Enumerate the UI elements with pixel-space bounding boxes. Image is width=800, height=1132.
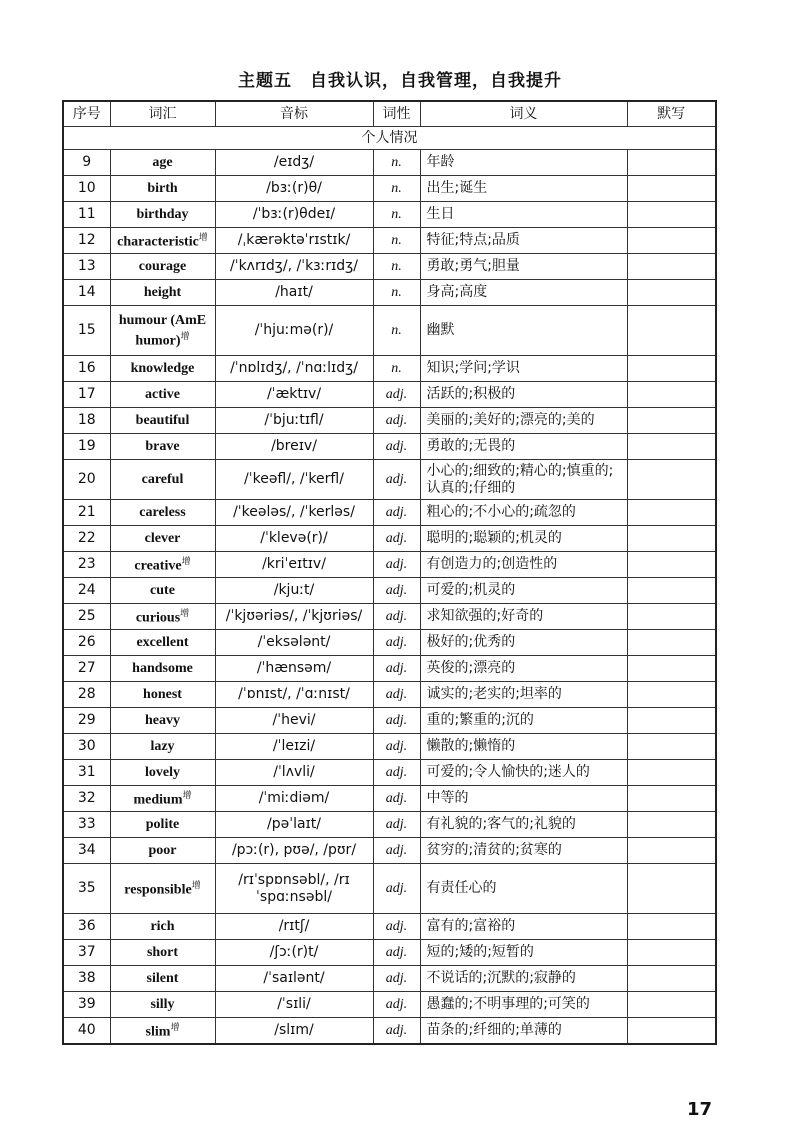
row-word: medium xyxy=(133,792,183,808)
row-word: poor xyxy=(148,843,177,858)
row-word: cute xyxy=(150,583,175,598)
dictation-cell[interactable] xyxy=(627,176,716,202)
table-row xyxy=(63,812,716,838)
row-phonetic: /pɔː(r), pʊə/, /pʊr/ xyxy=(231,842,357,858)
row-phonetic: /ˌkærəktəˈrɪstɪk/ xyxy=(237,232,351,248)
row-word: rich xyxy=(150,919,175,934)
table-row xyxy=(63,760,716,786)
table-row xyxy=(63,734,716,760)
row-number: 23 xyxy=(77,556,96,572)
row-phonetic: /breɪv/ xyxy=(271,438,317,454)
row-meaning: 苗条的;纤细的;单薄的 xyxy=(426,1021,562,1038)
row-number: 36 xyxy=(77,918,96,934)
table-row xyxy=(63,656,716,682)
row-part-of-speech: adj. xyxy=(385,971,408,986)
row-meaning: 有创造力的;创造性的 xyxy=(426,556,558,572)
added-word-mark: 增 xyxy=(180,331,190,342)
table-row xyxy=(63,682,716,708)
row-part-of-speech: n. xyxy=(391,323,402,338)
row-number: 9 xyxy=(82,154,92,170)
section-title: 个人情况 xyxy=(63,127,716,150)
row-meaning: 中等的 xyxy=(426,790,469,806)
row-word: brave xyxy=(145,439,180,454)
row-meaning: 生日 xyxy=(426,206,455,222)
row-part-of-speech: n. xyxy=(391,233,402,248)
vocabulary-table xyxy=(62,100,717,1045)
row-part-of-speech: adj. xyxy=(385,387,408,402)
row-phonetic: /ˈkjʊəriəs/, /ˈkjʊriəs/ xyxy=(225,608,363,624)
row-meaning: 懒散的;懒惰的 xyxy=(426,738,516,754)
table-row xyxy=(63,254,716,280)
header-pos: 词性 xyxy=(373,101,420,127)
row-phonetic: /ˈleɪzi/ xyxy=(272,738,316,754)
row-meaning: 英俊的;漂亮的 xyxy=(426,660,516,676)
row-number: 24 xyxy=(77,582,96,598)
row-meaning: 求知欲强的;好奇的 xyxy=(426,608,544,624)
row-meaning: 贫穷的;清贫的;贫寒的 xyxy=(426,842,562,858)
row-meaning: 知识;学问;学识 xyxy=(426,360,520,376)
dictation-cell[interactable] xyxy=(627,526,716,552)
row-number: 15 xyxy=(77,322,96,338)
row-part-of-speech: adj. xyxy=(385,687,408,702)
row-phonetic: /slɪm/ xyxy=(274,1021,314,1038)
table-row xyxy=(63,708,716,734)
row-meaning: 有责任心的 xyxy=(426,880,497,896)
row-number: 22 xyxy=(77,530,96,546)
row-phonetic: /haɪt/ xyxy=(275,284,313,300)
row-meaning: 出生;诞生 xyxy=(426,180,488,196)
row-phonetic: /ˈkʌrɪdʒ/, /ˈkɜːrɪdʒ/ xyxy=(230,258,358,274)
row-phonetic: /ˈmiːdiəm/ xyxy=(258,790,330,806)
row-part-of-speech: n. xyxy=(391,361,402,376)
row-number: 16 xyxy=(77,360,96,376)
row-part-of-speech: adj. xyxy=(385,609,408,624)
row-word: height xyxy=(143,285,182,300)
row-meaning: 美丽的;美好的;漂亮的;美的 xyxy=(426,412,595,428)
dictation-cell[interactable] xyxy=(627,382,716,408)
table-row xyxy=(63,500,716,526)
row-phonetic: /ˈkeələs/, /ˈkerləs/ xyxy=(233,504,355,520)
dictation-cell[interactable] xyxy=(627,656,716,682)
row-number: 12 xyxy=(77,232,96,248)
dictation-cell[interactable] xyxy=(627,1018,716,1044)
row-part-of-speech: adj. xyxy=(385,817,408,832)
row-phonetic: /ˈɒnɪst/, /ˈɑːnɪst/ xyxy=(238,686,350,702)
row-meaning: 活跃的;积极的 xyxy=(426,386,516,402)
dictation-cell[interactable] xyxy=(627,812,716,838)
table-row xyxy=(63,460,716,500)
row-part-of-speech: adj. xyxy=(385,439,408,454)
row-meaning: 年龄 xyxy=(426,154,455,170)
dictation-cell[interactable] xyxy=(627,604,716,630)
row-word: responsible xyxy=(124,882,192,898)
row-number: 31 xyxy=(77,764,96,780)
row-part-of-speech: adj. xyxy=(385,919,408,934)
table-row xyxy=(63,408,716,434)
row-phonetic: /rɪˈspɒnsəbl/, /rɪˈspɑːnsəbl/ xyxy=(238,871,350,905)
row-number: 25 xyxy=(77,608,96,624)
row-phonetic: /ˈbɜː(r)θdeɪ/ xyxy=(252,206,336,222)
row-number: 38 xyxy=(77,970,96,986)
table-row xyxy=(63,356,716,382)
row-part-of-speech: adj. xyxy=(385,635,408,650)
row-number: 33 xyxy=(77,816,96,832)
row-part-of-speech: adj. xyxy=(385,765,408,780)
row-meaning: 诚实的;老实的;坦率的 xyxy=(426,686,562,702)
row-phonetic: /ˈklevə(r)/ xyxy=(260,530,328,546)
row-part-of-speech: adj. xyxy=(385,472,408,487)
added-word-mark: 增 xyxy=(170,1022,180,1033)
row-word: curious xyxy=(135,610,181,626)
row-meaning: 勇敢;勇气;胆量 xyxy=(426,258,520,274)
section-row xyxy=(63,127,716,150)
dictation-cell[interactable] xyxy=(627,306,716,356)
dictation-cell[interactable] xyxy=(627,760,716,786)
table-row xyxy=(63,578,716,604)
row-word: age xyxy=(152,155,173,170)
row-phonetic: /ˈhevi/ xyxy=(272,712,316,728)
row-word: humour (AmE humor) xyxy=(118,312,207,349)
row-meaning: 小心的;细致的;精心的;慎重的;认真的;仔细的 xyxy=(426,462,614,496)
row-part-of-speech: adj. xyxy=(385,1022,408,1038)
table-row xyxy=(63,914,716,940)
row-phonetic: /ˈkeəfl/, /ˈkerfl/ xyxy=(244,471,344,487)
row-number: 13 xyxy=(77,258,96,274)
row-word: birthday xyxy=(136,207,189,222)
row-part-of-speech: adj. xyxy=(385,997,408,1012)
row-meaning: 愚蠢的;不明事理的;可笑的 xyxy=(426,996,590,1012)
dictation-cell[interactable] xyxy=(627,460,716,500)
table-row xyxy=(63,526,716,552)
row-number: 20 xyxy=(77,471,96,487)
dictation-cell[interactable] xyxy=(627,708,716,734)
table-row xyxy=(63,630,716,656)
row-part-of-speech: n. xyxy=(391,155,402,170)
table-row xyxy=(63,382,716,408)
row-word: clever xyxy=(144,531,181,546)
row-phonetic: /ˈeksələnt/ xyxy=(257,634,331,650)
row-number: 21 xyxy=(77,504,96,520)
dictation-cell[interactable] xyxy=(627,552,716,578)
dictation-cell[interactable] xyxy=(627,408,716,434)
row-part-of-speech: adj. xyxy=(385,583,408,598)
row-meaning: 幽默 xyxy=(426,322,455,338)
dictation-cell[interactable] xyxy=(627,940,716,966)
row-word: heavy xyxy=(145,713,180,728)
dictation-cell[interactable] xyxy=(627,202,716,228)
added-word-mark: 增 xyxy=(182,791,192,802)
row-part-of-speech: adj. xyxy=(385,531,408,546)
row-phonetic: /ˈnɒlɪdʒ/, /ˈnɑːlɪdʒ/ xyxy=(230,360,358,376)
row-word: birth xyxy=(147,181,178,196)
row-number: 26 xyxy=(77,634,96,650)
table-row xyxy=(63,434,716,460)
row-word: courage xyxy=(138,259,187,274)
row-number: 27 xyxy=(77,660,96,676)
dictation-cell[interactable] xyxy=(627,838,716,864)
table-row xyxy=(63,202,716,228)
row-meaning: 粗心的;不小心的;疏忽的 xyxy=(426,504,576,520)
row-word: polite xyxy=(145,817,180,832)
table-row xyxy=(63,864,716,914)
row-word: knowledge xyxy=(130,361,195,376)
row-number: 34 xyxy=(77,842,96,858)
row-number: 37 xyxy=(77,944,96,960)
row-word: silent xyxy=(146,971,179,986)
dictation-cell[interactable] xyxy=(627,630,716,656)
row-word: lovely xyxy=(145,765,180,780)
row-part-of-speech: adj. xyxy=(385,557,408,572)
added-word-mark: 增 xyxy=(181,557,191,568)
table-row xyxy=(63,150,716,176)
dictation-cell[interactable] xyxy=(627,356,716,382)
row-number: 28 xyxy=(77,686,96,702)
row-phonetic: /rɪtʃ/ xyxy=(278,918,310,934)
row-number: 11 xyxy=(77,206,96,222)
row-number: 14 xyxy=(77,284,96,300)
table-row xyxy=(63,1018,716,1044)
row-phonetic: /kriˈeɪtɪv/ xyxy=(262,556,326,572)
row-number: 32 xyxy=(77,790,96,806)
header-ipa: 音标 xyxy=(215,101,373,127)
row-phonetic: /ˈlʌvli/ xyxy=(273,764,315,780)
added-word-mark: 增 xyxy=(198,233,208,244)
row-phonetic: /ˈæktɪv/ xyxy=(266,386,322,402)
row-phonetic: /pəˈlaɪt/ xyxy=(267,816,321,832)
table-row xyxy=(63,280,716,306)
row-word: lazy xyxy=(150,739,175,754)
row-phonetic: /ˈhænsəm/ xyxy=(256,660,332,676)
row-phonetic: /ˈsɪli/ xyxy=(277,996,311,1012)
row-meaning: 极好的;优秀的 xyxy=(426,634,516,650)
dictation-cell[interactable] xyxy=(627,254,716,280)
row-number: 17 xyxy=(77,386,96,402)
row-part-of-speech: n. xyxy=(391,181,402,196)
dictation-cell[interactable] xyxy=(627,786,716,812)
table-row xyxy=(63,940,716,966)
row-phonetic: /ˈhjuːmə(r)/ xyxy=(254,322,334,338)
row-meaning: 特征;特点;品质 xyxy=(426,232,520,248)
row-part-of-speech: adj. xyxy=(385,843,408,858)
row-word: careful xyxy=(141,472,184,487)
row-number: 39 xyxy=(77,996,96,1012)
row-number: 40 xyxy=(77,1021,96,1038)
row-part-of-speech: adj. xyxy=(385,881,408,896)
row-phonetic: /ˈbjuːtɪfl/ xyxy=(264,412,324,428)
header-word: 词汇 xyxy=(110,101,215,127)
dictation-cell[interactable] xyxy=(627,682,716,708)
table-row xyxy=(63,552,716,578)
row-number: 10 xyxy=(77,180,96,196)
dictation-cell[interactable] xyxy=(627,228,716,254)
table-row xyxy=(63,966,716,992)
row-part-of-speech: adj. xyxy=(385,505,408,520)
row-part-of-speech: adj. xyxy=(385,945,408,960)
row-word: handsome xyxy=(132,661,193,676)
dictation-cell[interactable] xyxy=(627,578,716,604)
row-meaning: 重的;繁重的;沉的 xyxy=(426,712,534,728)
row-phonetic: /kjuːt/ xyxy=(273,582,315,598)
header-dictation: 默写 xyxy=(627,101,716,127)
table-row xyxy=(63,786,716,812)
dictation-cell[interactable] xyxy=(627,914,716,940)
dictation-cell[interactable] xyxy=(627,500,716,526)
row-meaning: 有礼貌的;客气的;礼貌的 xyxy=(426,816,576,832)
row-number: 35 xyxy=(77,880,96,896)
row-word: careless xyxy=(139,505,186,520)
row-word: active xyxy=(145,387,180,402)
row-word: slim xyxy=(145,1024,171,1040)
row-word: excellent xyxy=(136,635,189,650)
row-phonetic: /ˈsaɪlənt/ xyxy=(263,970,325,986)
dictation-cell[interactable] xyxy=(627,734,716,760)
row-word: silly xyxy=(150,997,175,1012)
row-word: honest xyxy=(143,687,182,702)
table-row xyxy=(63,306,716,356)
row-number: 29 xyxy=(77,712,96,728)
table-row xyxy=(63,992,716,1018)
added-word-mark: 增 xyxy=(180,609,190,620)
row-meaning: 勇敢的;无畏的 xyxy=(426,438,516,454)
row-number: 30 xyxy=(77,738,96,754)
row-meaning: 可爱的;令人愉快的;迷人的 xyxy=(426,764,590,780)
page-number: 17 xyxy=(686,1099,712,1120)
page-title: 主题五 自我认识，自我管理，自我提升 xyxy=(238,71,562,91)
row-part-of-speech: adj. xyxy=(385,661,408,676)
row-number: 19 xyxy=(77,438,96,454)
dictation-cell[interactable] xyxy=(627,150,716,176)
row-meaning: 身高;高度 xyxy=(426,284,488,300)
row-phonetic: /ʃɔː(r)t/ xyxy=(269,944,319,960)
dictation-cell[interactable] xyxy=(627,280,716,306)
row-part-of-speech: adj. xyxy=(385,413,408,428)
row-meaning: 可爱的;机灵的 xyxy=(426,582,516,598)
row-meaning: 富有的;富裕的 xyxy=(426,918,516,934)
row-meaning: 聪明的;聪颖的;机灵的 xyxy=(426,530,562,546)
row-word: beautiful xyxy=(135,413,190,428)
row-part-of-speech: adj. xyxy=(385,739,408,754)
row-part-of-speech: n. xyxy=(391,259,402,274)
dictation-cell[interactable] xyxy=(627,966,716,992)
row-phonetic: /bɜː(r)θ/ xyxy=(266,180,322,196)
row-part-of-speech: n. xyxy=(391,285,402,300)
row-word: creative xyxy=(134,558,182,574)
row-word: characteristic xyxy=(117,234,199,250)
table-row xyxy=(63,228,716,254)
dictation-cell[interactable] xyxy=(627,992,716,1018)
table-row xyxy=(63,838,716,864)
row-number: 18 xyxy=(77,412,96,428)
dictation-cell[interactable] xyxy=(627,864,716,914)
table-row xyxy=(63,176,716,202)
row-meaning: 短的;矮的;短暂的 xyxy=(426,944,534,960)
header-no: 序号 xyxy=(63,101,110,127)
added-word-mark: 增 xyxy=(191,881,201,892)
row-part-of-speech: n. xyxy=(391,207,402,222)
row-part-of-speech: adj. xyxy=(385,791,408,806)
table-row xyxy=(63,604,716,630)
header-meaning: 词义 xyxy=(420,101,627,127)
row-part-of-speech: adj. xyxy=(385,713,408,728)
dictation-cell[interactable] xyxy=(627,434,716,460)
row-phonetic: /eɪdʒ/ xyxy=(273,154,315,170)
row-word: short xyxy=(146,945,179,960)
row-meaning: 不说话的;沉默的;寂静的 xyxy=(426,970,576,986)
header-row xyxy=(63,101,716,127)
